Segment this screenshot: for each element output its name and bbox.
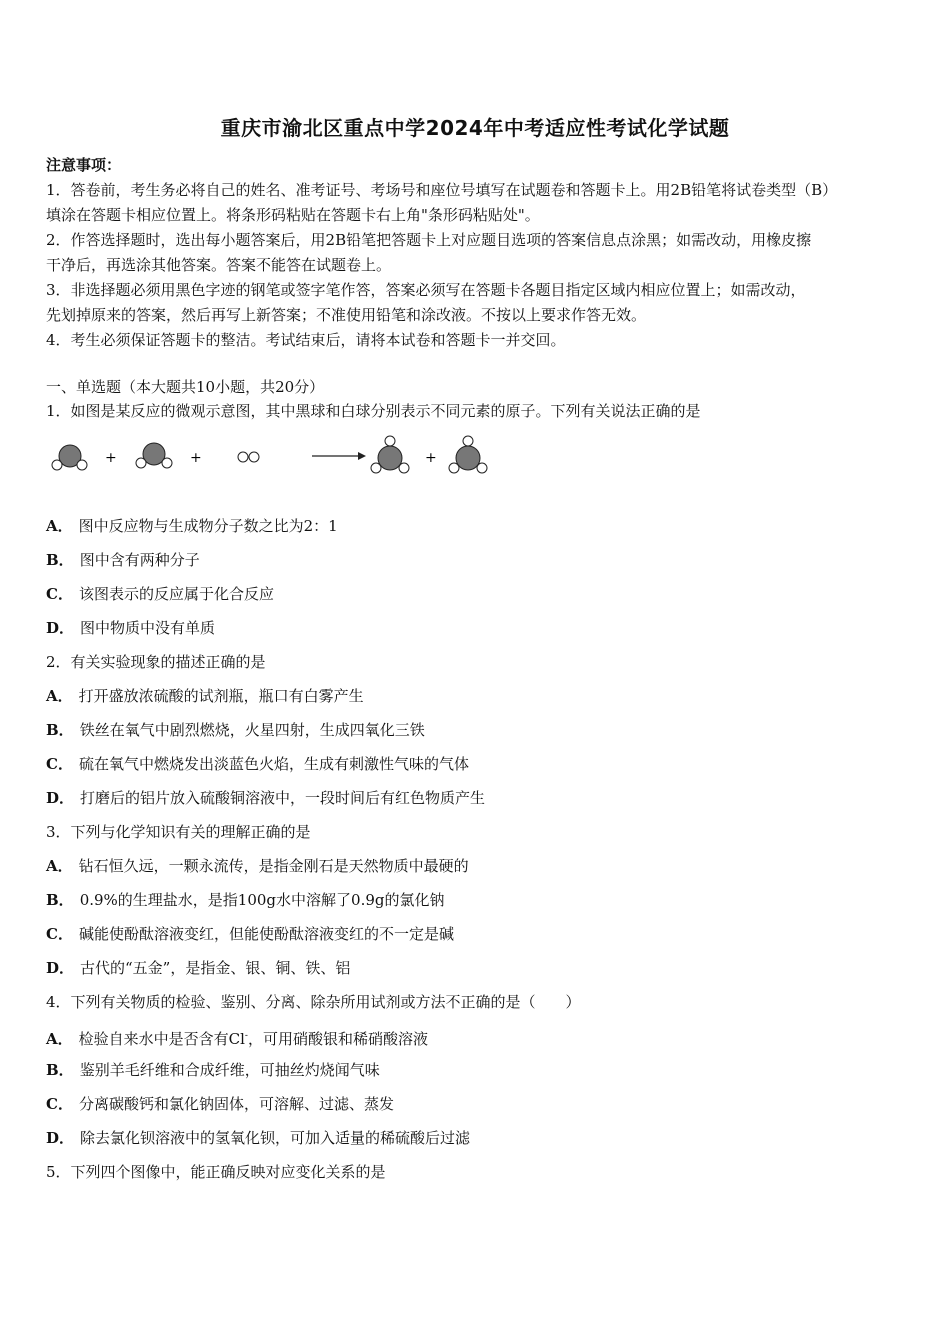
section-heading: 一、单选题（本大题共10小题，共20分） <box>46 378 325 396</box>
notes-line: 4．考生必须保证答题卡的整洁。考试结束后，请将本试卷和答题卡一并交回。 <box>46 331 566 349</box>
notes-line: 3．非选择题必须用黑色字迹的钢笔或签字笔作答，答案必须写在答题卡各题目指定区域内相应位置上；如需改动， <box>46 281 806 299</box>
reaction-diagram <box>40 430 520 490</box>
question-2-stem: 2．有关实验现象的描述正确的是 <box>46 653 266 671</box>
q3-option-d[interactable]: D． 古代的“五金”，是指金、银、铜、铁、铝 <box>46 959 351 977</box>
reactant-molecule-2 <box>136 443 172 468</box>
q4-option-d[interactable]: D． 除去氯化钡溶液中的氢氧化钡，可加入适量的稀硫酸后过滤 <box>46 1129 471 1147</box>
q4-option-b[interactable]: B． 鉴别羊毛纤维和合成纤维，可抽丝灼烧闻气味 <box>46 1061 380 1079</box>
q1-option-c[interactable]: C． 该图表示的反应属于化合反应 <box>46 585 274 603</box>
q2-option-c[interactable]: C． 硫在氧气中燃烧发出淡蓝色火焰，生成有刺激性气味的气体 <box>46 755 469 773</box>
notes-label: 注意事项： <box>46 156 122 174</box>
q1-option-b[interactable]: B． 图中含有两种分子 <box>46 551 200 569</box>
question-5-stem: 5．下列四个图像中，能正确反映对应变化关系的是 <box>46 1163 386 1181</box>
plus-sign: + <box>105 450 117 466</box>
q2-option-b[interactable]: B． 铁丝在氧气中剧烈燃烧，火星四射，生成四氧化三铁 <box>46 721 425 739</box>
plus-sign: + <box>425 450 437 466</box>
q2-option-d[interactable]: D． 打磨后的铝片放入硫酸铜溶液中，一段时间后有红色物质产生 <box>46 789 486 807</box>
notes-line: 填涂在答题卡相应位置上。将条形码粘贴在答题卡右上角"条形码粘贴处"。 <box>46 206 540 224</box>
question-4-stem: 4．下列有关物质的检验、鉴别、分离、除杂所用试剂或方法不正确的是（ ） <box>46 993 581 1011</box>
q2-option-a[interactable]: A． 打开盛放浓硫酸的试剂瓶，瓶口有白雾产生 <box>46 687 364 705</box>
notes-line: 2．作答选择题时，选出每小题答案后，用2B铅笔把答题卡上对应题目选项的答案信息点涂黑；如需改动，用橡皮擦 <box>46 231 812 249</box>
question-3-stem: 3．下列与化学知识有关的理解正确的是 <box>46 823 311 841</box>
notes-block <box>46 153 908 353</box>
q3-option-c[interactable]: C． 碱能使酚酞溶液变红，但能使酚酞溶液变红的不一定是碱 <box>46 925 454 943</box>
notes-line: 干净后，再选涂其他答案。答案不能答在试题卷上。 <box>46 256 392 274</box>
product-molecule-1 <box>371 436 409 473</box>
reaction-arrow <box>312 452 366 460</box>
q1-option-a[interactable]: A． 图中反应物与生成物分子数之比为2：1 <box>46 517 338 535</box>
q4-option-c[interactable]: C． 分离碳酸钙和氯化钠固体，可溶解、过滤、蒸发 <box>46 1095 394 1113</box>
plus-sign: + <box>190 450 202 466</box>
page-title: 重庆市渝北区重点中学2024年中考适应性考试化学试题 <box>220 116 730 140</box>
product-molecule-2 <box>449 436 487 473</box>
notes-line: 先划掉原来的答案，然后再写上新答案；不准使用铅笔和涂改液。不按以上要求作答无效。 <box>46 306 647 324</box>
q4-option-a[interactable]: A． 检验自来水中是否含有Cl-，可用硝酸银和稀硝酸溶液 <box>46 1030 428 1048</box>
q3-option-b[interactable]: B． 0.9%的生理盐水，是指100g水中溶解了0.9g的氯化钠 <box>46 891 445 909</box>
q1-option-d[interactable]: D． 图中物质中没有单质 <box>46 619 216 637</box>
q3-option-a[interactable]: A． 钻石恒久远，一颗永流传，是指金刚石是天然物质中最硬的 <box>46 857 469 875</box>
question-list <box>46 514 906 1194</box>
notes-line: 1．答卷前，考生务必将自己的姓名、准考证号、考场号和座位号填写在试题卷和答题卡上。用2B铅笔将试卷类型（B） <box>46 181 838 199</box>
question-1-stem: 1．如图是某反应的微观示意图，其中黑球和白球分别表示不同元素的原子。下列有关说法正确的是 <box>46 402 701 420</box>
reactant-molecule-1 <box>52 445 87 470</box>
reactant-molecule-3 <box>238 452 259 462</box>
